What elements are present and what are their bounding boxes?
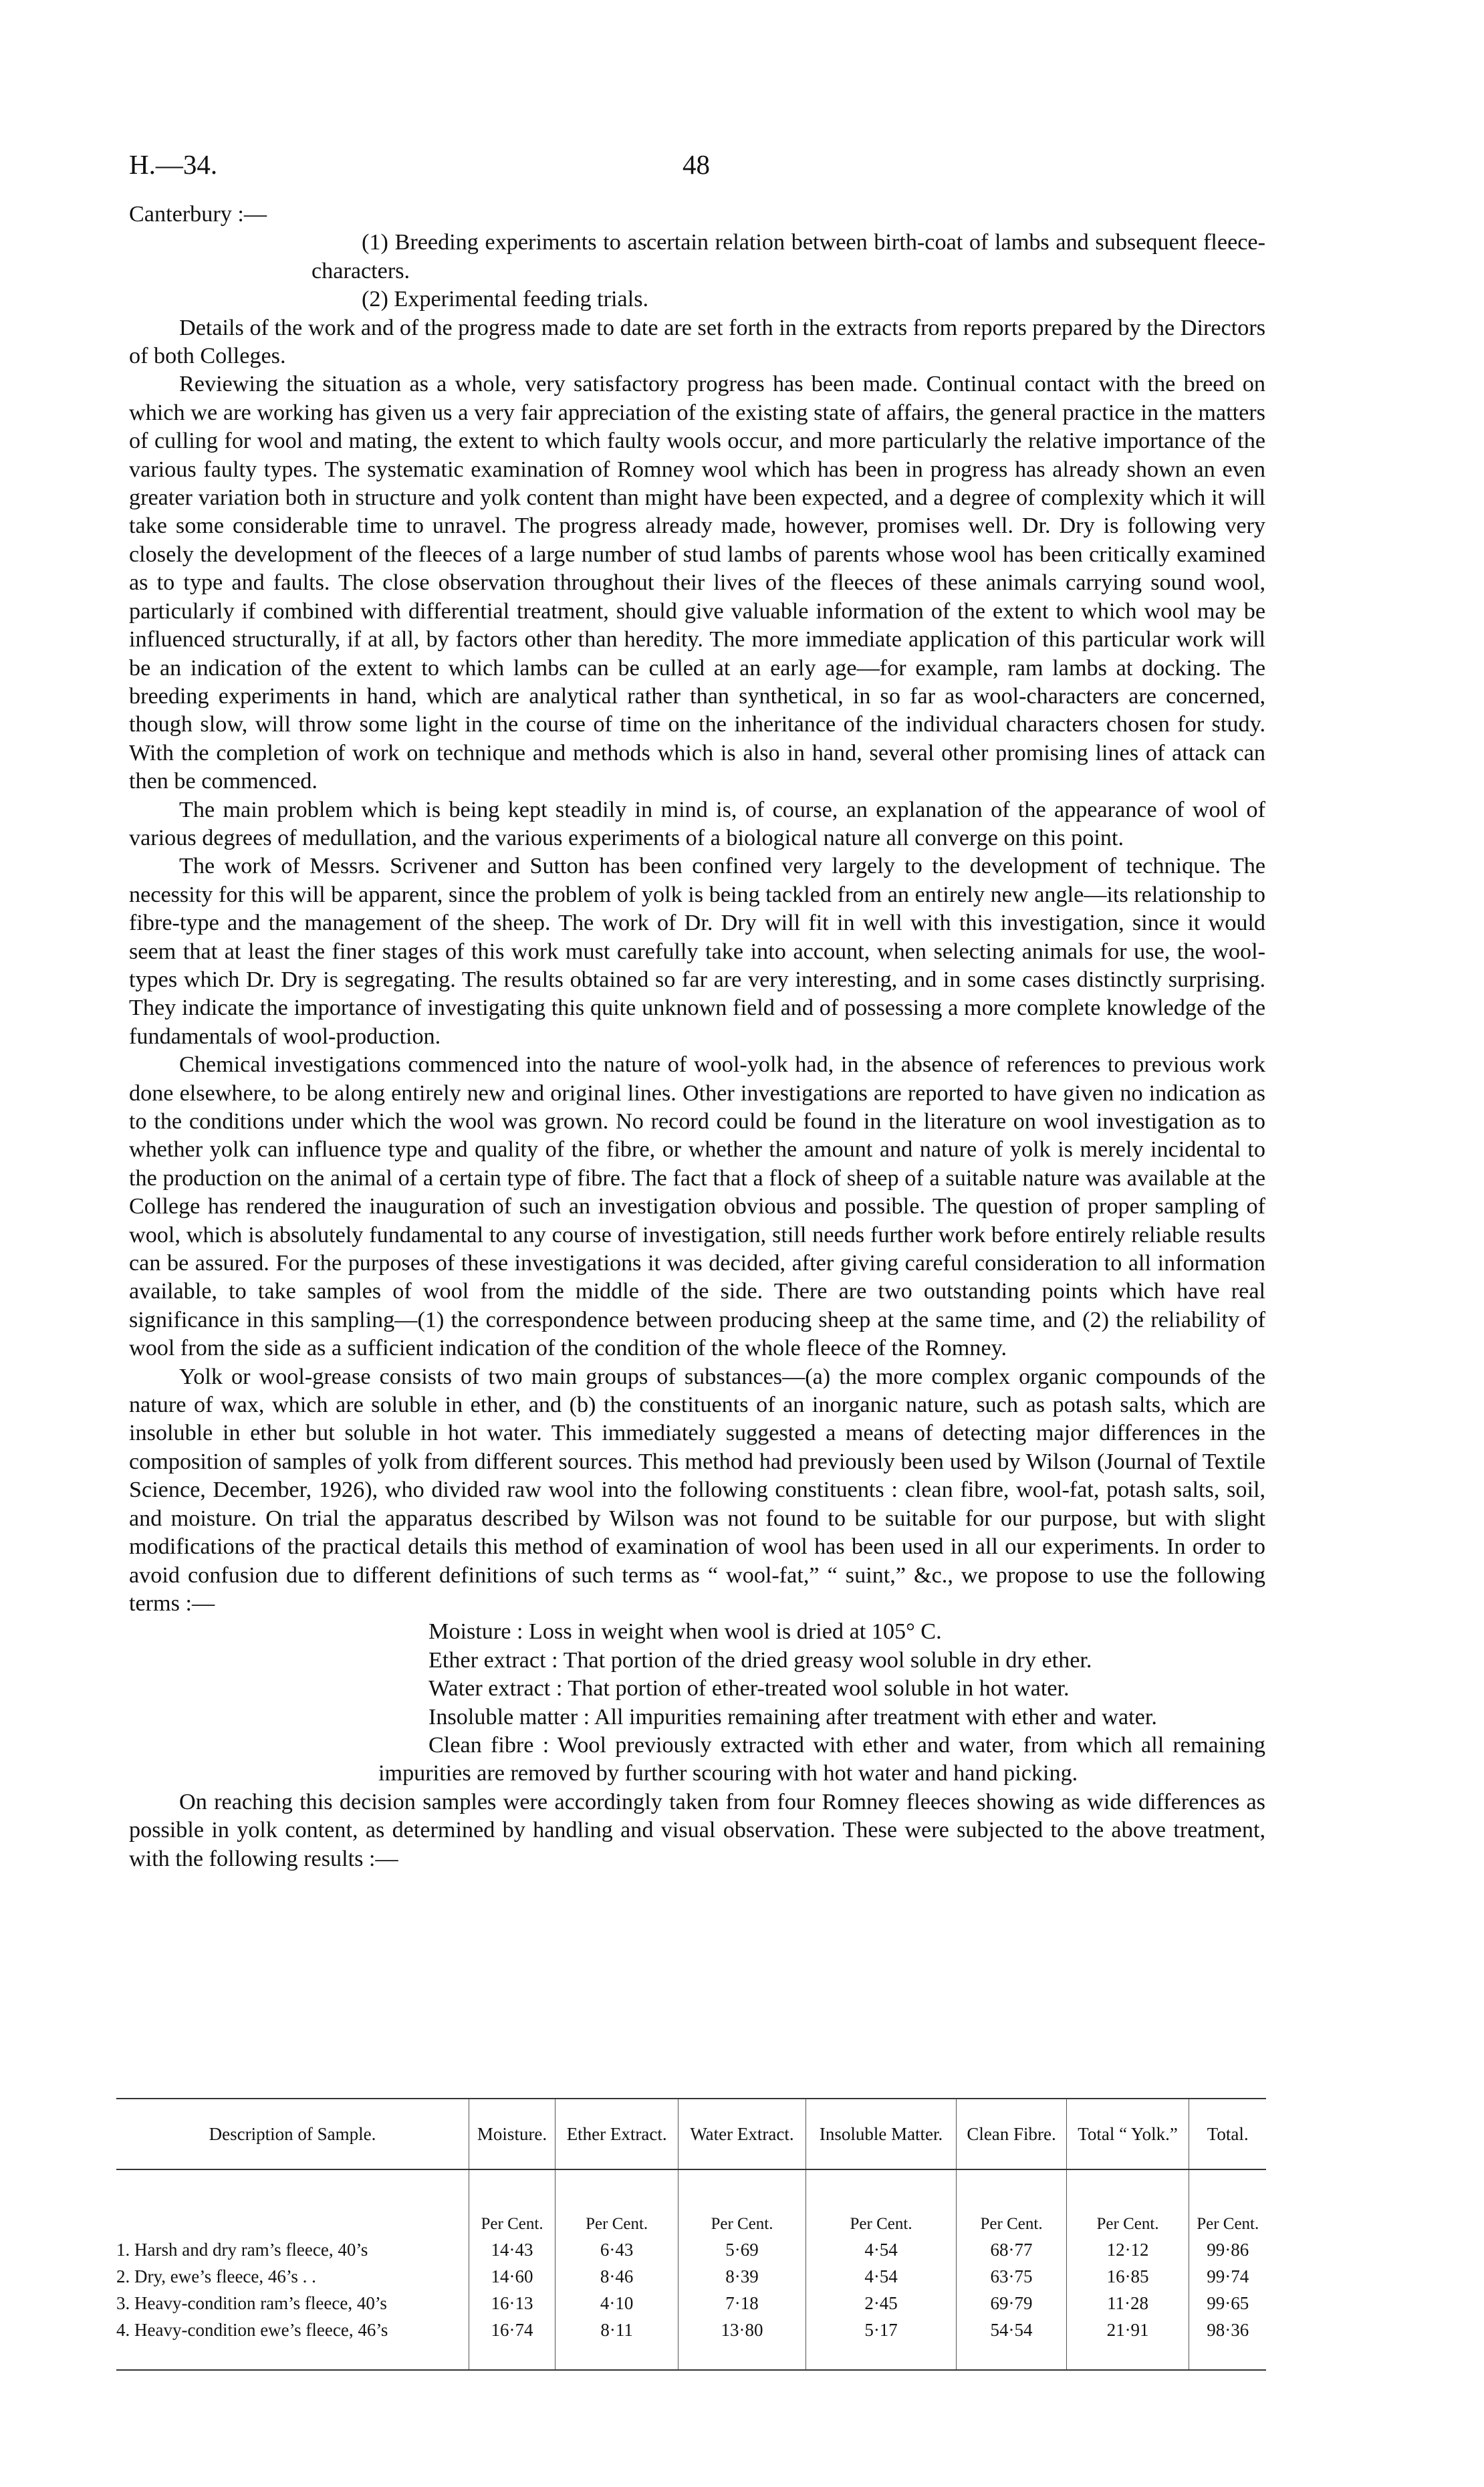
document-reference: H.—34. bbox=[129, 149, 218, 180]
unit-cell-empty bbox=[116, 2169, 469, 2236]
table-cell: 99·65 bbox=[1189, 2290, 1266, 2317]
page-number: 48 bbox=[683, 149, 710, 180]
table-cell: 99·86 bbox=[1189, 2236, 1266, 2263]
table-cell: 16·74 bbox=[469, 2317, 555, 2370]
table-cell: 98·36 bbox=[1189, 2317, 1266, 2370]
column-header: Total. bbox=[1189, 2099, 1266, 2169]
unit-cell: Per Cent. bbox=[1066, 2169, 1189, 2236]
sample-description: 3. Heavy-condition ram’s fleece, 40’s bbox=[116, 2293, 387, 2313]
table-cell: 14·60 bbox=[469, 2263, 555, 2290]
definition-text: Loss in weight when wool is dried at 105° C. bbox=[529, 1619, 942, 1645]
table-header-row bbox=[116, 2099, 1266, 2169]
table-cell: 4·54 bbox=[806, 2263, 957, 2290]
document-body bbox=[129, 201, 1265, 1873]
column-header: Total “ Yolk.” bbox=[1066, 2099, 1189, 2169]
column-header: Description of Sample. bbox=[116, 2099, 469, 2169]
definition-term: Clean fibre : bbox=[428, 1732, 549, 1758]
paragraph: The work of Messrs. Scrivener and Sutton has been confined very largely to the development of technique. The necessity for this will be apparent, since the problem of yolk is being tackled from an entirely new angle—its relationship to fibre-type and the management of the sheep. The work of Dr. Dry will fit in well with this investigation, since it would seem that at least the finer stages of this work must carefully take into account, when selecting animals for use, the wool-types which Dr. Dry is segregating. The results obtained so far are very interesting, and in some cases distinctly surprising. They indicate the importance of investigating this quite unknown field and of possessing a more complete knowledge of the fundamentals of wool-production. bbox=[129, 854, 1265, 1049]
table-cell: 5·17 bbox=[806, 2317, 957, 2370]
unit-cell: Per Cent. bbox=[1189, 2169, 1266, 2236]
results-table-container bbox=[116, 2098, 1266, 2371]
table-row bbox=[116, 2290, 1266, 2317]
sample-description: 2. Dry, ewe’s fleece, 46’s . . bbox=[116, 2266, 316, 2286]
definition-item bbox=[129, 1647, 1265, 1675]
table-cell: 68·77 bbox=[957, 2236, 1066, 2263]
table-row bbox=[116, 2263, 1266, 2290]
definition-term: Water extract : bbox=[428, 1676, 563, 1701]
definition-item bbox=[129, 1732, 1265, 1788]
unit-cell: Per Cent. bbox=[555, 2169, 678, 2236]
definition-term: Ether extract : bbox=[428, 1647, 558, 1673]
table-cell: 69·79 bbox=[957, 2290, 1066, 2317]
column-header: Clean Fibre. bbox=[957, 2099, 1066, 2169]
table-cell: 12·12 bbox=[1066, 2236, 1189, 2263]
table-cell: 16·13 bbox=[469, 2290, 555, 2317]
definition-item bbox=[129, 1703, 1265, 1732]
definition-item bbox=[129, 1675, 1265, 1703]
table-cell: 6·43 bbox=[555, 2236, 678, 2263]
sample-description: 1. Harsh and dry ram’s fleece, 40’s bbox=[116, 2240, 368, 2260]
table-cell: 63·75 bbox=[957, 2263, 1066, 2290]
column-header: Insoluble Matter. bbox=[806, 2099, 957, 2169]
definition-text: That portion of ether-treated wool soluble in hot water. bbox=[568, 1676, 1070, 1701]
paragraph: Details of the work and of the progress made to date are set forth in the extracts from reports prepared by the Directors of both Colleges. bbox=[129, 315, 1265, 369]
table-row bbox=[116, 2317, 1266, 2370]
table-cell: 7·18 bbox=[678, 2290, 806, 2317]
list-item: (1) Breeding experiments to ascertain relation between birth-coat of lambs and subsequent fleece-characters. bbox=[312, 230, 1265, 283]
table-cell: 8·39 bbox=[678, 2263, 806, 2290]
column-header: Water Extract. bbox=[678, 2099, 806, 2169]
unit-row bbox=[116, 2169, 1266, 2236]
table-cell: 13·80 bbox=[678, 2317, 806, 2370]
unit-cell: Per Cent. bbox=[678, 2169, 806, 2236]
definition-term: Moisture : bbox=[428, 1619, 523, 1645]
table-cell: 11·28 bbox=[1066, 2290, 1189, 2317]
column-header: Moisture. bbox=[469, 2099, 555, 2169]
table-cell: 21·91 bbox=[1066, 2317, 1189, 2370]
definition-item bbox=[129, 1618, 1265, 1646]
definition-text: That portion of the dried greasy wool soluble in dry ether. bbox=[563, 1647, 1092, 1673]
sample-description: 4. Heavy-condition ewe’s fleece, 46’s bbox=[116, 2317, 469, 2370]
table-cell: 16·85 bbox=[1066, 2263, 1189, 2290]
table-cell: 99·74 bbox=[1189, 2263, 1266, 2290]
list-item: (2) Experimental feeding trials. bbox=[362, 287, 649, 312]
table-row bbox=[116, 2236, 1266, 2263]
section-heading: Canterbury :— bbox=[129, 202, 267, 227]
table-cell: 54·54 bbox=[957, 2317, 1066, 2370]
table-cell: 4·10 bbox=[555, 2290, 678, 2317]
paragraph: On reaching this decision samples were accordingly taken from four Romney fleeces showing as wide differences as possible in yolk content, as determined by handling and visual observation. These were subjected to the above treatment, with the following results :— bbox=[129, 1789, 1265, 1871]
unit-cell: Per Cent. bbox=[957, 2169, 1066, 2236]
unit-cell: Per Cent. bbox=[469, 2169, 555, 2236]
table-cell: 14·43 bbox=[469, 2236, 555, 2263]
definition-term: Insoluble matter : bbox=[428, 1704, 590, 1730]
paragraph: Chemical investigations commenced into the nature of wool-yolk had, in the absence of references to previous work done elsewhere, to be along entirely new and original lines. Other investigations are reported to have given no indication as to the conditions under which the wool was grown. No record could be found in the literature on wool investigation as to whether yolk can influence type and quality of the fibre, or whether the amount and nature of yolk is merely incidental to the production on the animal of a certain type of fibre. The fact that a flock of sheep of a suitable nature was available at the College has rendered the inauguration of such an investigation obvious and possible. The question of proper sampling of wool, which is absolutely fundamental to any course of investigation, still needs further work before entirely reliable results can be assured. For the purposes of these investigations it was decided, after giving careful consideration to all information available, to take samples of wool from the middle of the side. There are two outstanding points which have real significance in this sampling—(1) the correspondence between producing sheep at the same time, and (2) the reliability of wool from the side as a sufficient indication of the condition of the whole fleece of the Romney. bbox=[129, 1052, 1265, 1361]
table-cell: 4·54 bbox=[806, 2236, 957, 2263]
paragraph: Reviewing the situation as a whole, very satisfactory progress has been made. Continual contact with the breed on which we are working has given us a very fair appreciation of the existing state of affairs, the general practice in the matters of culling for wool and mating, the extent to which faulty wools occur, and more particularly the relative importance of the various faulty types. The systematic examination of Romney wool which has been in progress has already shown an even greater variation both in structure and yolk content than might have been expected, and a degree of complexity which it will take some considerable time to unravel. The progress already made, however, promises well. Dr. Dry is following very closely the development of the fleeces of a large number of stud lambs of parents whose wool has been critically examined as to type and faults. The close observation throughout their lives of the fleeces of these animals carrying sound wool, particularly if combined with differential treatment, should give valuable information of the extent to which wool may be influenced structurally, if at all, by factors other than heredity. The more immediate application of this particular work will be an indication of the extent to which lambs can be culled at an early age—for example, ram lambs at docking. The breeding experiments in hand, which are analytical rather than synthetical, in so far as wool-characters are concerned, though slow, will throw some light in the course of time on the inheritance of the individual characters chosen for study. With the completion of work on technique and methods which is also in hand, several other promising lines of attack can then be commenced. bbox=[129, 372, 1265, 794]
unit-cell: Per Cent. bbox=[806, 2169, 957, 2236]
paragraph: The main problem which is being kept steadily in mind is, of course, an explanation of the appearance of wool of various degrees of medullation, and the various experiments of a biological nature all converge on this point. bbox=[129, 797, 1265, 850]
definition-text: Wool previously extracted with ether and water, from which all remaining impurities are removed by further scouring with hot water and hand picking. bbox=[378, 1732, 1266, 1786]
table-cell: 5·69 bbox=[678, 2236, 806, 2263]
table-cell: 8·11 bbox=[555, 2317, 678, 2370]
table-cell: 2·45 bbox=[806, 2290, 957, 2317]
table-cell: 8·46 bbox=[555, 2263, 678, 2290]
column-header: Ether Extract. bbox=[555, 2099, 678, 2169]
results-table bbox=[116, 2098, 1266, 2371]
definition-text: All impurities remaining after treatment with ether and water. bbox=[594, 1704, 1157, 1730]
paragraph: Yolk or wool-grease consists of two main groups of substances—(a) the more complex organic compounds of the nature of wax, which are soluble in ether, and (b) the constituents of an inorganic nature, such as potash salts, which are insoluble in ether but soluble in hot water. This immediately suggested a means of detecting major differences in the composition of samples of yolk from different sources. This method had previously been used by Wilson (Journal of Textile Science, December, 1926), who divided raw wool into the following constituents : clean fibre, wool-fat, potash salts, soil, and moisture. On trial the apparatus described by Wilson was not found to be suitable for our purpose, but with slight modifications of the practical details this method of examination of wool has been used in all our experiments. In order to avoid confusion due to different definitions of such terms as “ wool-fat,” “ suint,” &c., we propose to use the following terms :— bbox=[129, 1364, 1265, 1616]
page-header bbox=[129, 148, 1386, 189]
